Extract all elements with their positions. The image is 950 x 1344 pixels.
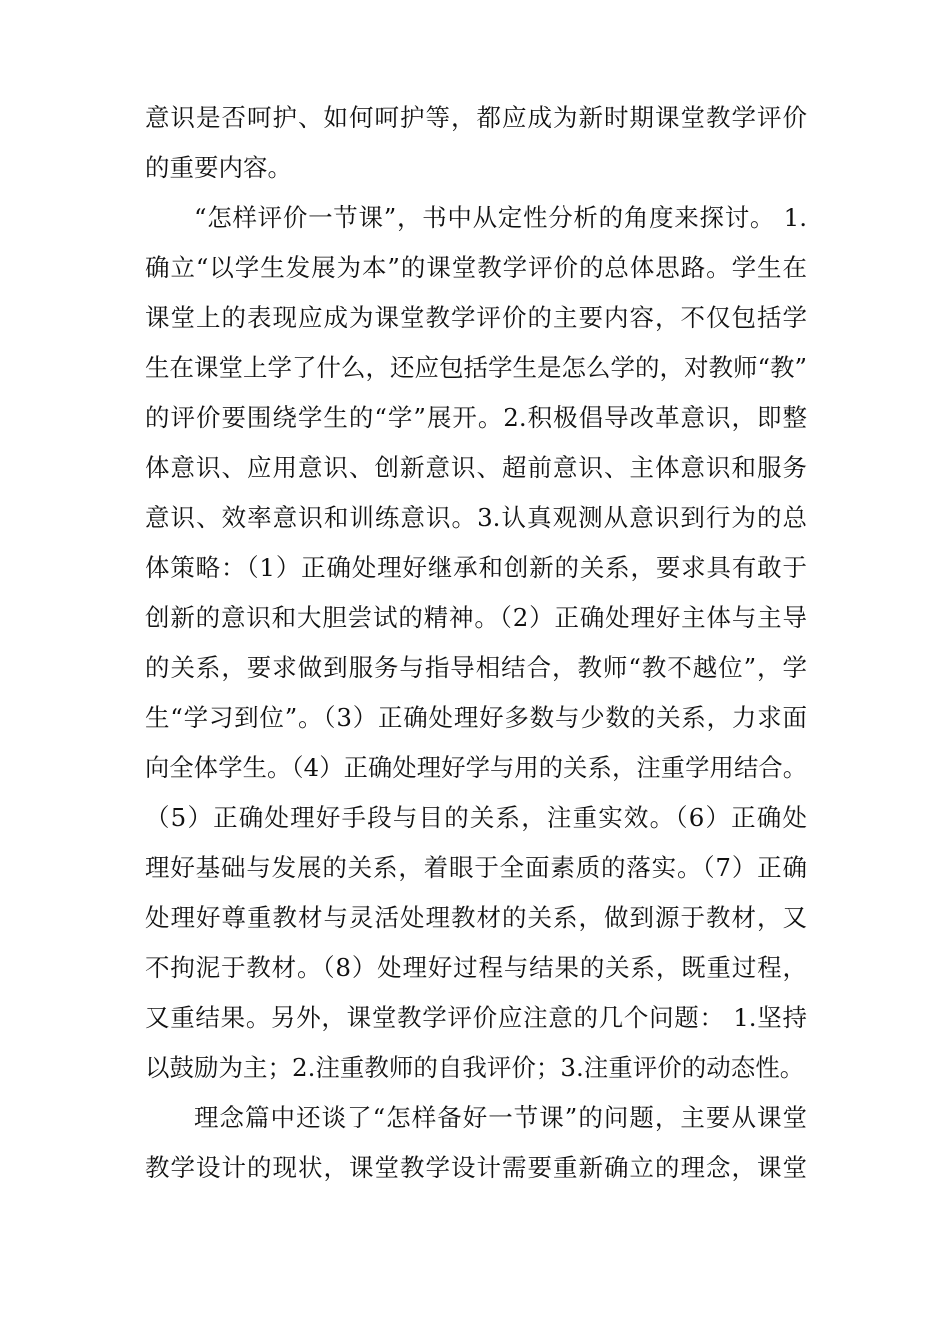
text-line: 体意识、应用意识、创新意识、超前意识、主体意识和服务 xyxy=(145,453,807,482)
text-line: 又重结果。另外，课堂教学评价应注意的几个问题： 1.坚持 xyxy=(145,1003,807,1032)
text-line: 向全体学生。（4）正确处理好学与用的关系，注重学用结合。 xyxy=(145,753,807,782)
text-line: 以鼓励为主；2.注重教师的自我评价；3.注重评价的动态性。 xyxy=(145,1053,805,1082)
text-line: 确立“以学生发展为本”的课堂教学评价的总体思路。学生在 xyxy=(145,253,807,282)
text-line: 生在课堂上学了什么，还应包括学生是怎么学的，对教师“教” xyxy=(145,353,808,382)
text-line: “怎样评价一节课”，书中从定性分析的角度来探讨。 1. xyxy=(194,203,807,232)
text-line: 理好基础与发展的关系，着眼于全面素质的落实。（7）正确 xyxy=(145,853,807,882)
text-line: 课堂上的表现应成为课堂教学评价的主要内容，不仅包括学 xyxy=(145,303,807,332)
text-line: 处理好尊重教材与灵活处理教材的关系，做到源于教材，又 xyxy=(145,903,807,932)
text-line: 教学设计的现状，课堂教学设计需要重新确立的理念，课堂 xyxy=(145,1153,807,1182)
text-line: 的评价要围绕学生的“学”展开。2.积极倡导改革意识，即整 xyxy=(145,403,807,432)
text-line: 生“学习到位”。（3）正确处理好多数与少数的关系，力求面 xyxy=(145,703,807,732)
text-line: 意识是否呵护、如何呵护等，都应成为新时期课堂教学评价 xyxy=(145,103,807,132)
text-line: 理念篇中还谈了“怎样备好一节课”的问题，主要从课堂 xyxy=(194,1103,807,1132)
text-line: 体策略：（1）正确处理好继承和创新的关系，要求具有敢于 xyxy=(145,553,807,582)
text-line: 意识、效率意识和训练意识。3.认真观测从意识到行为的总 xyxy=(145,503,807,532)
text-line: （5）正确处理好手段与目的关系，注重实效。（6）正确处 xyxy=(145,803,807,832)
text-line: 的重要内容。 xyxy=(145,153,292,182)
text-line: 不拘泥于教材。（8）处理好过程与结果的关系，既重过程， xyxy=(145,953,807,982)
text-line: 的关系，要求做到服务与指导相结合，教师“教不越位”，学 xyxy=(145,653,807,682)
text-line: 创新的意识和大胆尝试的精神。（2）正确处理好主体与主导 xyxy=(145,603,807,632)
